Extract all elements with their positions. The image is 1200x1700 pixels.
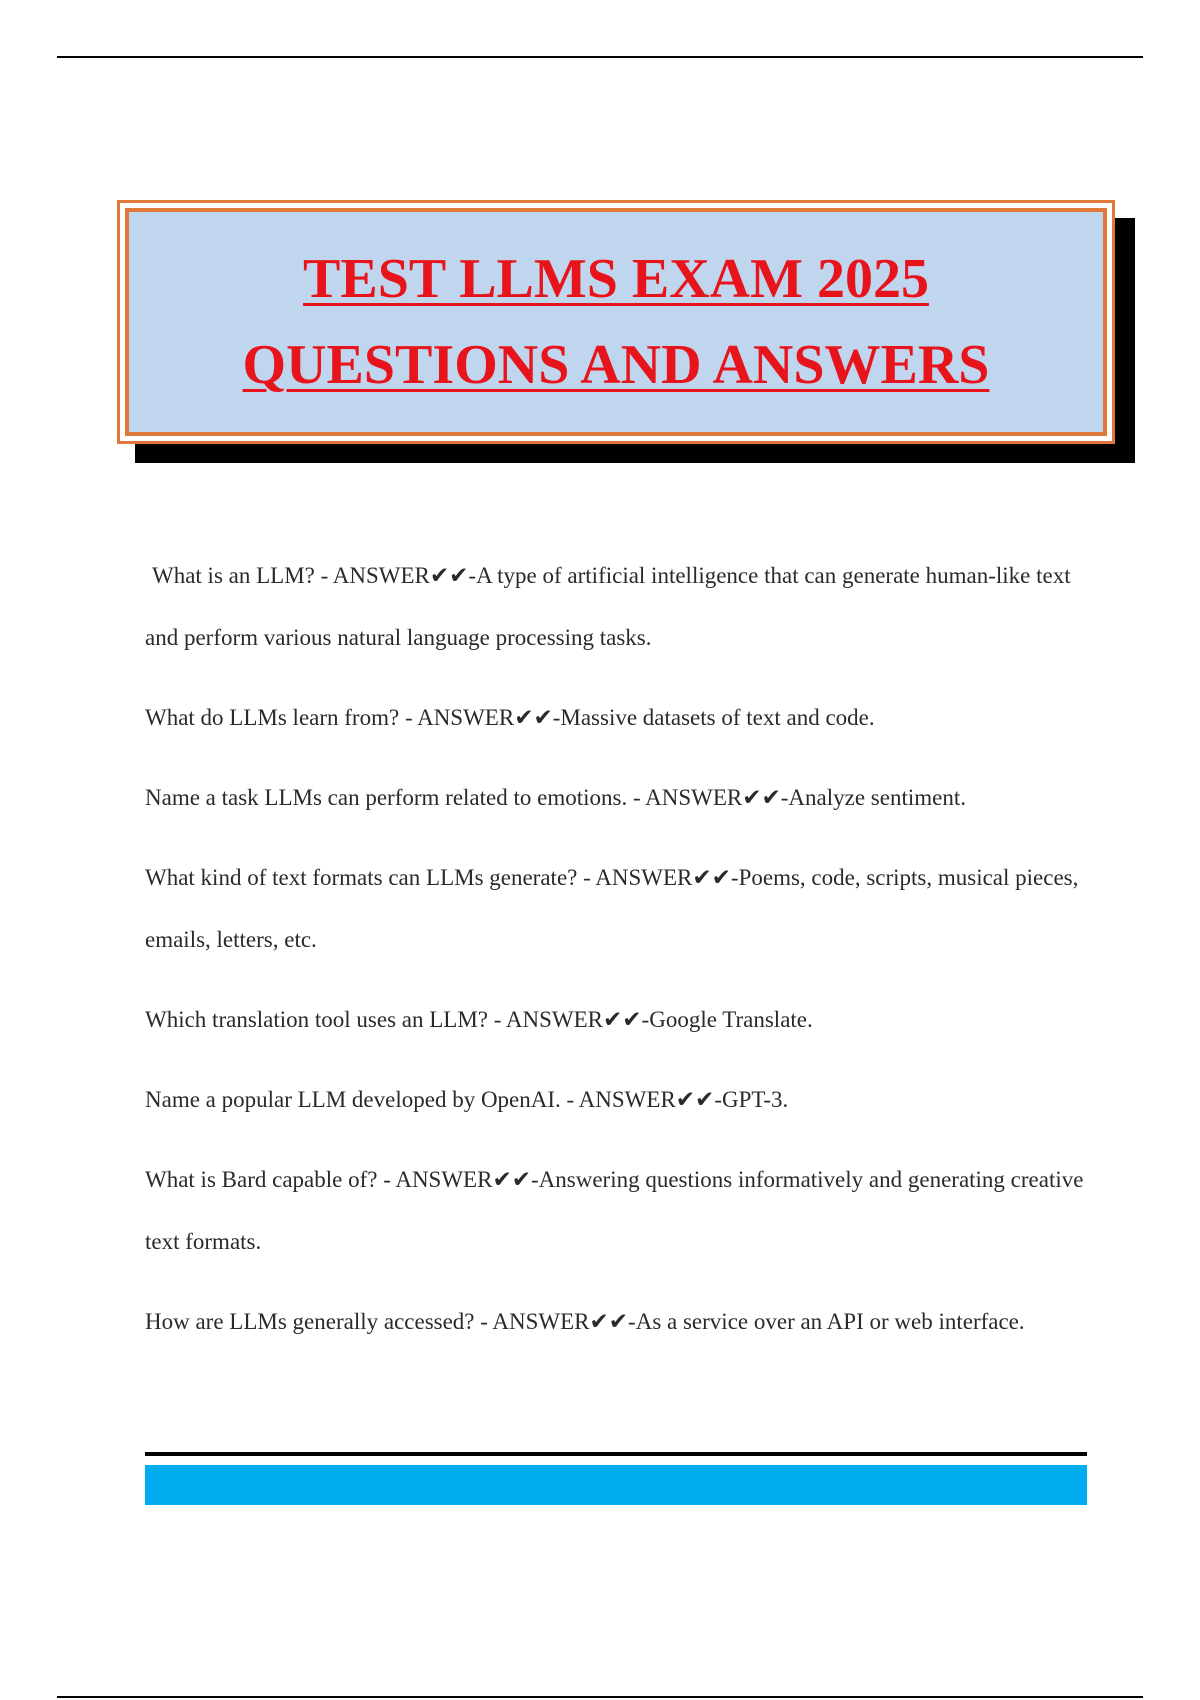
title-line-2: QUESTIONS AND ANSWERS	[242, 334, 990, 396]
qa-list	[145, 545, 1095, 1371]
bottom-rule	[57, 1696, 1143, 1698]
top-rule	[57, 56, 1143, 58]
qa-item: What kind of text formats can LLMs generate? - ANSWER✔✔-Poems, code, scripts, musical pieces, emails, letters, etc.	[145, 865, 1079, 952]
title-box-inner	[125, 208, 1107, 436]
qa-item: Name a task LLMs can perform related to emotions. - ANSWER✔✔-Analyze sentiment.	[145, 785, 966, 810]
footer-band	[145, 1465, 1087, 1505]
title-box	[117, 200, 1115, 444]
qa-item: How are LLMs generally accessed? - ANSWER✔✔-As a service over an API or web interface.	[145, 1309, 1025, 1334]
qa-item: What is Bard capable of? - ANSWER✔✔-Answering questions informatively and generating creative text formats.	[145, 1167, 1084, 1254]
title-line-1: TEST LLMS EXAM 2025	[303, 248, 929, 310]
footer-rule	[145, 1452, 1087, 1456]
qa-item: What do LLMs learn from? - ANSWER✔✔-Massive datasets of text and code.	[145, 705, 875, 730]
qa-item: Name a popular LLM developed by OpenAI. - ANSWER✔✔-GPT-3.	[145, 1087, 789, 1112]
qa-item: What is an LLM? - ANSWER✔✔-A type of artificial intelligence that can generate human-like text and perform various natural language processing tasks.	[145, 563, 1071, 650]
qa-item: Which translation tool uses an LLM? - ANSWER✔✔-Google Translate.	[145, 1007, 813, 1032]
